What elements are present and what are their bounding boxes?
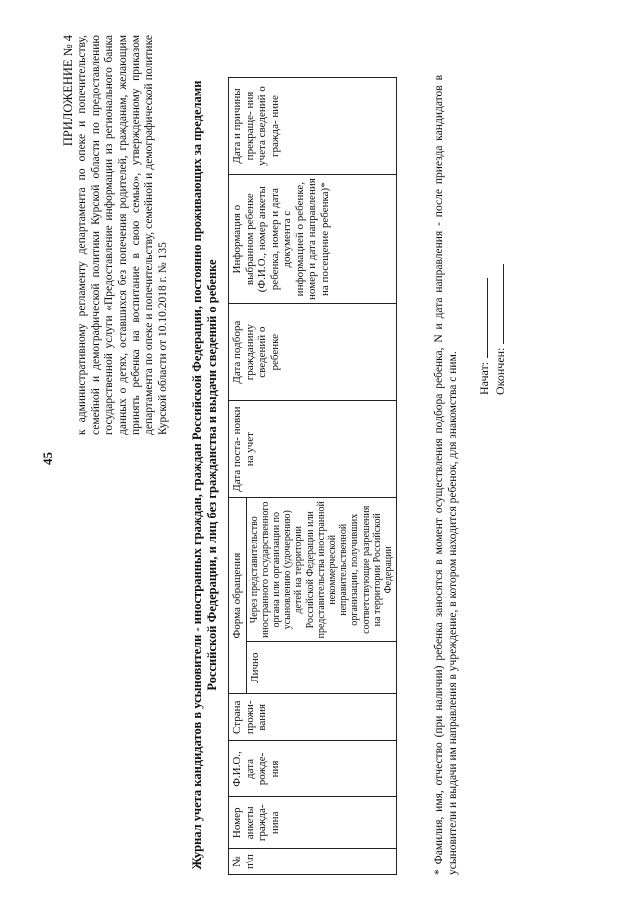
finished-line — [492, 264, 508, 395]
appendix-title: ПРИЛОЖЕНИЕ № 4 — [61, 35, 75, 147]
started-line — [476, 264, 492, 395]
form-representative: Через представительство иностранного государственного органа или организации по усыновлению (удочерению) детей на территории Российской Федерации или представительства иностранной некоммерческой неправительственной организации, получивших соответствующие разрешения на территории Российской Федерации — [246, 498, 397, 642]
appendix-block — [62, 35, 170, 435]
form-personal: Лично — [246, 642, 397, 694]
col-country: Страна прожи- вания — [229, 694, 397, 741]
col-fio: Ф.И.О., дата рожде- ния — [229, 741, 397, 797]
appendix-body: к административному регламенту департамента по опеке и попечительству, семейной и демографической политики Курской области по предоставлению государственной услуги «Предоставление информации из регионального банка данных о детях, оставшихся без попечения родителей, гражданам, желающим принять ребенка на воспитание в свою семью», утвержденному приказом департамента по опеке и попечительству, семейной и демографической политике Курской области от 10.10.2018 г. № 135 — [76, 35, 169, 435]
col-form-number: Номер анкеты гражда- нина — [229, 797, 397, 849]
col-selection-date: Дата подбора гражданину сведений о ребенке — [229, 304, 397, 401]
col-request-form: Форма обращения — [229, 498, 247, 694]
col-child-info: Информация о выбранном ребенке (Ф.И.О., номер анкеты ребенка, номер и дата документа с информацией о ребенке, номер и дата направления на посещение ребенка)* — [229, 175, 397, 304]
started-blank — [476, 278, 488, 358]
journal-table — [228, 77, 397, 875]
journal-heading: Журнал учета кандидатов в усыновители - иностранных граждан, граждан Российской Федерации, постоянно проживающих за пределами Российской Федерации, и лиц без гражданства и выдачи сведений о ребенке — [190, 80, 219, 870]
footnote: * Фамилия, имя, отчество (при наличии) ребенка заносятся в момент осуществления подбора ребенка, N и дата направления - после приезда кандидатов в усыновители и выдачи им направления в учреждение, в котором находится ребенок, для знакомства с ним. — [433, 75, 459, 875]
signature-block — [476, 264, 508, 395]
table-header-row — [229, 78, 247, 875]
col-number: № п\п — [229, 849, 397, 875]
col-end-reason: Дата и причины прекраще- ния учета сведений о гражда- нине — [229, 78, 397, 175]
finished-blank — [492, 264, 504, 344]
page-number: 45 — [40, 452, 55, 465]
col-registration-date: Дата поста- новки на учет — [229, 401, 397, 498]
started-label: Начат: — [477, 361, 491, 395]
finished-label: Окончен: — [493, 347, 507, 395]
